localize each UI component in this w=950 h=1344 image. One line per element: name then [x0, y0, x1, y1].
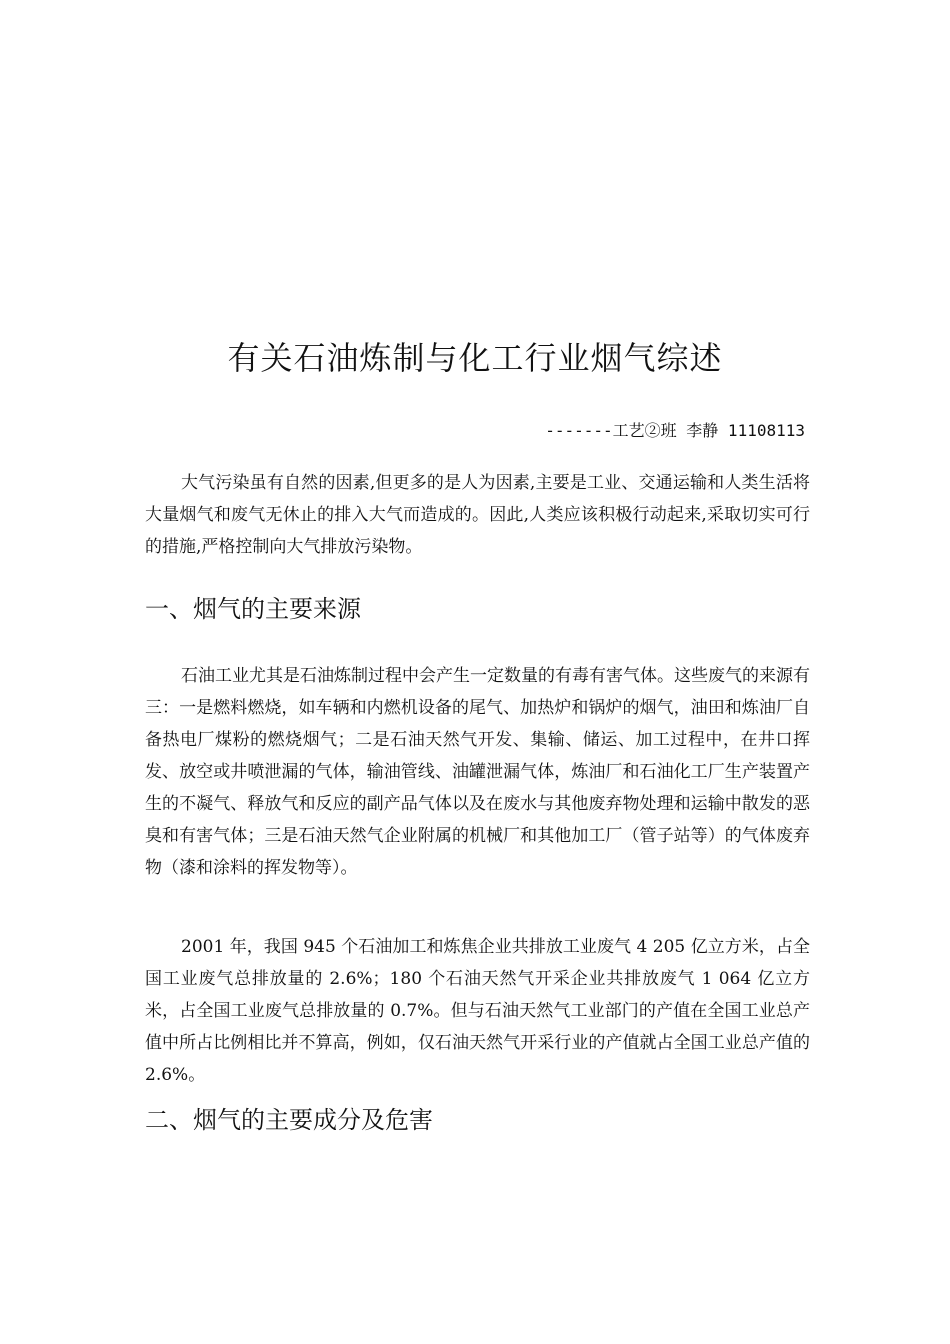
intro-paragraph: 大气污染虽有自然的因素,但更多的是人为因素,主要是工业、交通运输和人类生活将大量烟气和废气无休止的排入大气而造成的。因此,人类应该积极行动起来,采取切实可行的措施,严格控制向大气排放污染物。 [145, 473, 810, 557]
author-byline: -------工艺②班 李静 11108113 [545, 421, 805, 440]
section-heading-components: 二、烟气的主要成分及危害 [145, 1106, 433, 1134]
document-title: 有关石油炼制与化工行业烟气综述 [227, 339, 723, 377]
sources-paragraph: 石油工业尤其是石油炼制过程中会产生一定数量的有毒有害气体。这些废气的来源有三：一是燃料燃烧，如车辆和内燃机设备的尾气、加热炉和锅炉的烟气，油田和炼油厂自备热电厂煤粉的燃烧烟气；二是石油天然气开发、集输、储运、加工过程中，在井口挥发、放空或井喷泄漏的气体，输油管线、油罐泄漏气体，炼油厂和石油化工厂生产装置产生的不凝气、释放气和反应的副产品气体以及在废水与其他废弃物处理和运输中散发的恶臭和有害气体；三是石油天然气企业附属的机械厂和其他加工厂（管子站等）的气体废弃物（漆和涂料的挥发物等）。 [145, 666, 810, 878]
statistics-paragraph: 2001 年，我国 945 个石油加工和炼焦企业共排放工业废气 4 205 亿立方米，占全国工业废气总排放量的 2.6%；180 个石油天然气开采企业共排放废气 1 064 亿立方米，占全国工业废气总排放量的 0.7%。但与石油天然气工业部门的产值在全国工业总产值中所占比例相比并不算高，例如，仅石油天然气开采行业的产值就占全国工业总产值的 2.6%。 [145, 937, 810, 1085]
section-heading-sources: 一、烟气的主要来源 [145, 595, 361, 623]
